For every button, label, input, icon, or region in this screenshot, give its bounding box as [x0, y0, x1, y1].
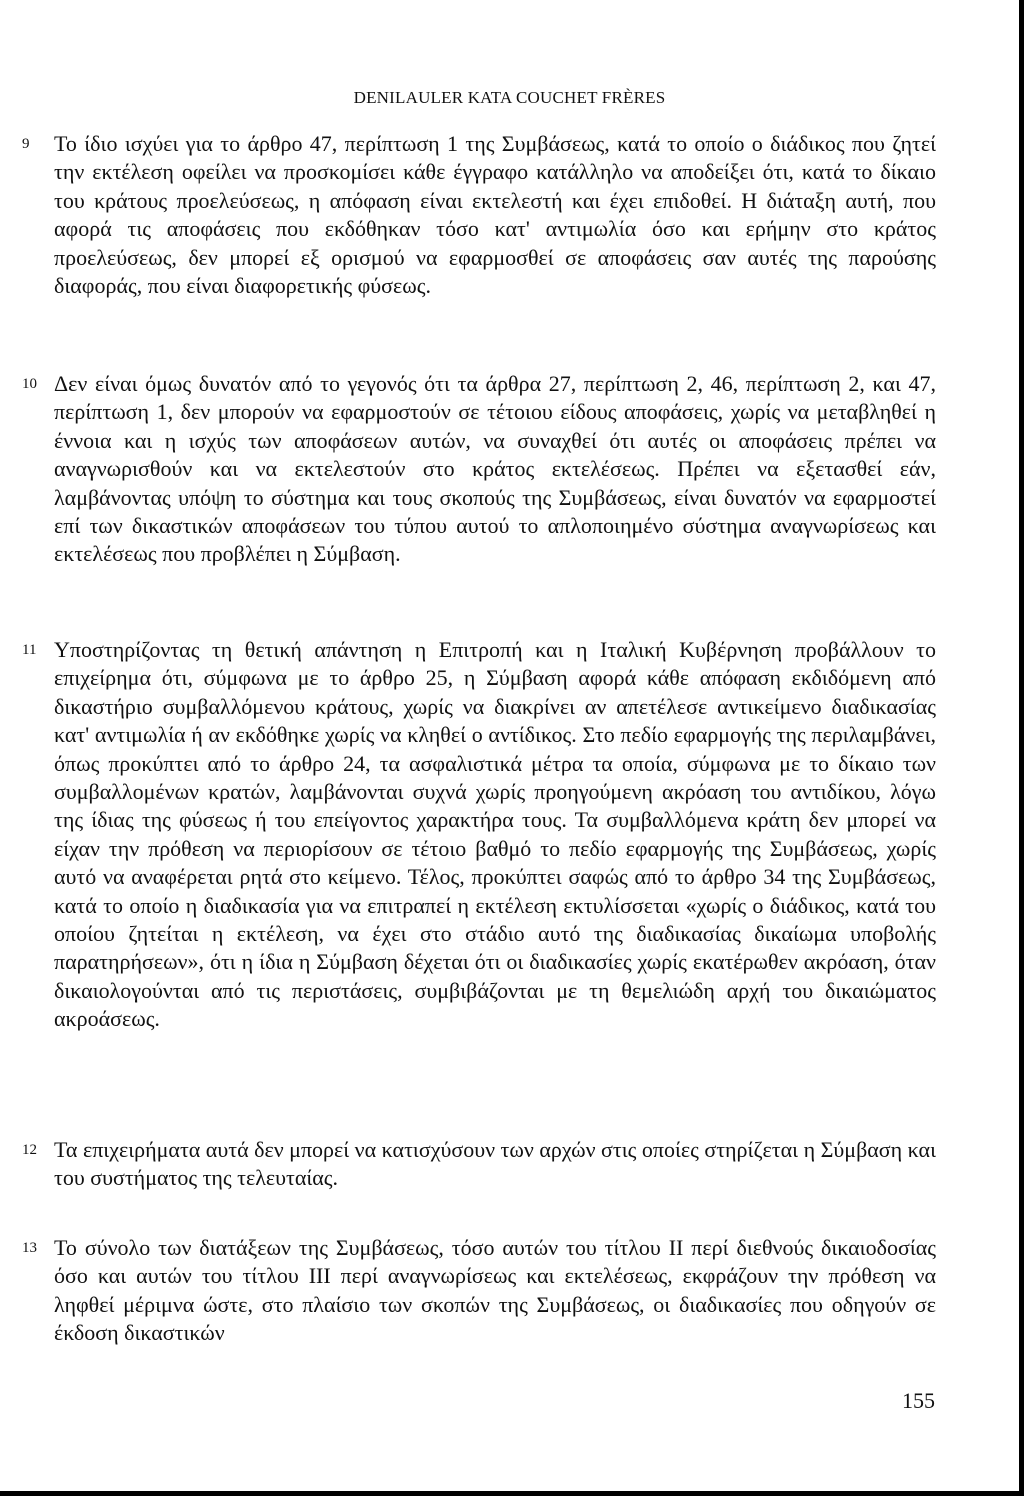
paragraph-text: Δεν είναι όμως δυνατόν από το γεγονός ότι τα άρθρα 27, περίπτωση 2, 46, περίπτωση 2, και 47, περίπτωση 1, δεν μπορούν να εφαρμοστούν σε τέτοιου είδους αποφάσεις, χωρίς να μεταβληθεί η έννοια και η ισχύς των αποφάσεων αυτών, να συναχθεί ότι αυτές οι αποφάσεις πρέπει να αναγνωρισθούν και να εκτελεστούν στο κράτος εκτελέσεως. Πρέπει να εξετασθεί εάν, λαμβάνοντας υπόψη το σύστημα και τους σκοπούς της Συμβάσεως, είναι δυνατόν να εφαρμοστεί επί των δικαστικών αποφάσεων του τύπου αυτού το απλοποιημένο σύστημα αναγνωρίσεως και εκτελέσεως που προβλέπει η Σύμβαση.	[54, 371, 936, 567]
paragraph-number: 11	[22, 642, 37, 658]
paragraph-text: Το ίδιο ισχύει για το άρθρο 47, περίπτωση 1 της Συμβάσεως, κατά το οποίο ο διάδικος που ζητεί την εκτέλεση οφείλει να προσκομίσει κάθε έγγραφο κατάλληλο να αποδείξει ότι, κατά το δίκαιο του κράτους προελεύσεως, η απόφαση είναι εκτελεστή και έχει επιδοθεί. Η διάταξη αυτή, που αφορά τις αποφάσεις που εκδόθηκαν τόσο κατ' αντιμωλία όσο και ερήμην στο κράτος προελεύσεως, δεν μπορεί εξ ορισμού να εφαρμοσθεί σε αποφάσεις σαν αυτές της παρούσης διαφοράς, που είναι διαφορετικής φύσεως.	[54, 131, 936, 299]
paragraph-text: Το σύνολο των διατάξεων της Συμβάσεως, τόσο αυτών του τίτλου ΙΙ περί διεθνούς δικαιοδοσίας όσο και αυτών του τίτλου ΙΙΙ περί αναγνωρίσεως και εκτελέσεως, εκφράζουν την πρόθεση να ληφθεί μέριμνα ώστε, στο πλαίσιο των σκοπών της Συμβάσεως, οι διαδικασίες που οδηγούν σε έκδοση δικαστικών	[54, 1235, 936, 1346]
paragraph-number: 12	[22, 1142, 37, 1158]
running-header: DENILAULER KATA COUCHET FRÈRES	[353, 88, 666, 107]
paragraph-number: 9	[22, 136, 30, 152]
paragraph-text: Τα επιχειρήματα αυτά δεν μπορεί να κατισχύσουν των αρχών στις οποίες στηρίζεται η Σύμβαση και του συστήματος της τελευταίας.	[54, 1137, 936, 1191]
page-number: 155	[902, 1388, 935, 1413]
paragraph-number: 10	[22, 376, 37, 392]
paragraph-12	[22, 1136, 936, 1193]
paragraph-13	[22, 1234, 936, 1348]
paragraph-11	[22, 636, 936, 1034]
paragraph-10	[22, 370, 936, 569]
paragraph-9	[22, 130, 936, 300]
paragraph-number: 13	[22, 1240, 37, 1256]
paragraph-text: Υποστηρίζοντας τη θετική απάντηση η Επιτροπή και η Ιταλική Κυβέρνηση προβάλλουν το επιχείρημα ότι, σύμφωνα με το άρθρο 25, η Σύμβαση αφορά κάθε απόφαση εκδιδόμενη από δικαστήριο συμβαλλόμενου κράτους, χωρίς να διακρίνει αν απετέλεσε αντικείμενο διαδικασίας κατ' αντιμωλία ή αν εκδόθηκε χωρίς να κληθεί ο αντίδικος. Στο πεδίο εφαρμογής της περιλαμβάνει, όπως προκύπτει από το άρθρο 24, τα ασφαλιστικά μέτρα τα οποία, σύμφωνα με το δίκαιο των συμβαλλομένων κρατών, λαμβάνονται συχνά χωρίς προηγούμενη ακρόαση του αντιδίκου, λόγω της ίδιας της φύσεως ή του επείγοντος χαρακτήρα τους. Τα συμβαλλόμενα κράτη δεν μπορεί να είχαν την πρόθεση να περιορίσουν σε τέτοιο βαθμό το πεδίο εφαρμογής της Συμβάσεως, χωρίς αυτό να αναφέρεται ρητά στο κείμενο. Τέλος, προκύπτει σαφώς από το άρθρο 34 της Συμβάσεως, κατά το οποίο η διαδικασία για να επιτραπεί η εκτέλεση εκτυλίσσεται «χωρίς ο διάδικος, κατά του οποίου ζητείται η εκτέλεση, να έχει στο στάδιο αυτό της διαδικασίας δικαίωμα υποβολής παρατηρήσεων», ότι η ίδια η Σύμβαση δέχεται ότι οι διαδικασίες χωρίς εκατέρωθεν ακρόαση, όταν δικαιολογούνται από τις περιστάσεις, συμβιβάζονται με τη θεμελιώδη αρχή του δικαιώματος ακροάσεως.	[54, 637, 936, 1032]
